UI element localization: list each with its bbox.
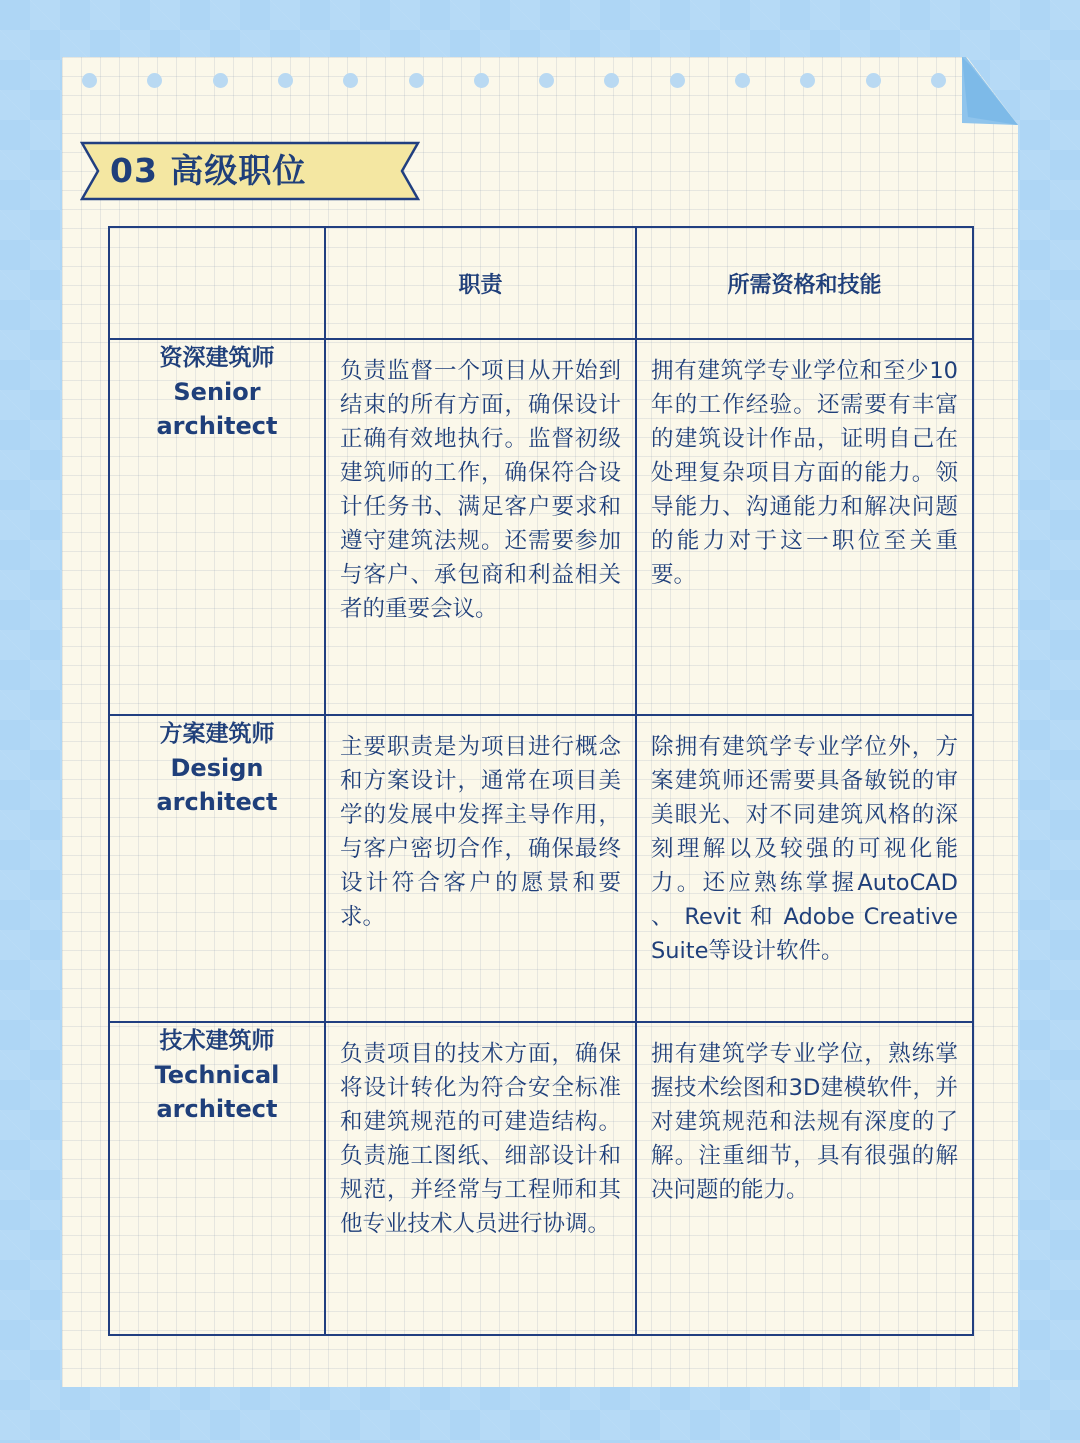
role-name-zh: 技术建筑师 [159,1028,275,1054]
table-header-row [109,227,973,339]
role-name-en: Design [170,754,264,782]
role-cell [109,339,325,715]
binder-hole-icon [278,73,293,88]
binder-hole-icon [82,73,97,88]
section-banner [80,141,420,201]
binder-hole-icon [474,73,489,88]
header-empty-cell [109,227,325,339]
role-name-zh: 方案建筑师 [159,721,275,747]
binder-hole-icon [735,73,750,88]
role-name-en: architect [156,788,278,816]
binder-hole-icon [539,73,554,88]
role-name-en: Senior [173,378,261,406]
binder-hole-icon [800,73,815,88]
role-cell [109,715,325,1022]
role-name-en: architect [156,1095,278,1123]
table-row [109,1022,973,1335]
binder-hole-icon [409,73,424,88]
skills-cell: 除拥有建筑学专业学位外，方案建筑师还需要具备敏锐的审美眼光、对不同建筑风格的深刻理解以及较强的可视化能力。还应熟练掌握AutoCAD 、 Revit 和 Adobe Creative Suite等设计软件。 [636,715,973,1022]
duties-cell: 负责监督一个项目从开始到结束的所有方面，确保设计正确有效地执行。监督初级建筑师的工作，确保符合设计任务书、满足客户要求和遵守建筑法规。还需要参加与客户、承包商和利益相关者的重要会议。 [325,339,636,715]
binder-hole-icon [147,73,162,88]
section-title: 03 高级职位 [110,151,307,190]
binder-hole-icon [670,73,685,88]
role-cell [109,1022,325,1335]
binder-hole-icon [931,73,946,88]
role-name-en: architect [156,412,278,440]
binder-hole-icon [343,73,358,88]
duties-cell: 负责项目的技术方面，确保将设计转化为符合安全标准和建筑规范的可建造结构。负责施工图纸、细部设计和规范，并经常与工程师和其他专业技术人员进行协调。 [325,1022,636,1335]
header-qualifications: 所需资格和技能 [636,227,973,339]
page-curl-icon [962,57,1020,127]
role-name-zh: 资深建筑师 [159,345,275,371]
skills-cell: 拥有建筑学专业学位，熟练掌握技术绘图和3D建模软件，并对建筑规范和法规有深度的了解。注重细节，具有很强的解决问题的能力。 [636,1022,973,1335]
role-name-en: Technical [154,1061,280,1089]
header-duties: 职责 [325,227,636,339]
binder-hole-icon [604,73,619,88]
table-row [109,339,973,715]
binder-hole-icon [213,73,228,88]
duties-cell: 主要职责是为项目进行概念和方案设计，通常在项目美学的发展中发挥主导作用，与客户密切合作，确保最终设计符合客户的愿景和要求。 [325,715,636,1022]
senior-positions-table [108,226,974,1336]
table-row [109,715,973,1022]
binder-hole-icon [866,73,881,88]
skills-cell: 拥有建筑学专业学位和至少10年的工作经验。还需要有丰富的建筑设计作品，证明自己在处理复杂项目方面的能力。领导能力、沟通能力和解决问题的能力对于这一职位至关重要。 [636,339,973,715]
binder-holes [62,73,1018,89]
